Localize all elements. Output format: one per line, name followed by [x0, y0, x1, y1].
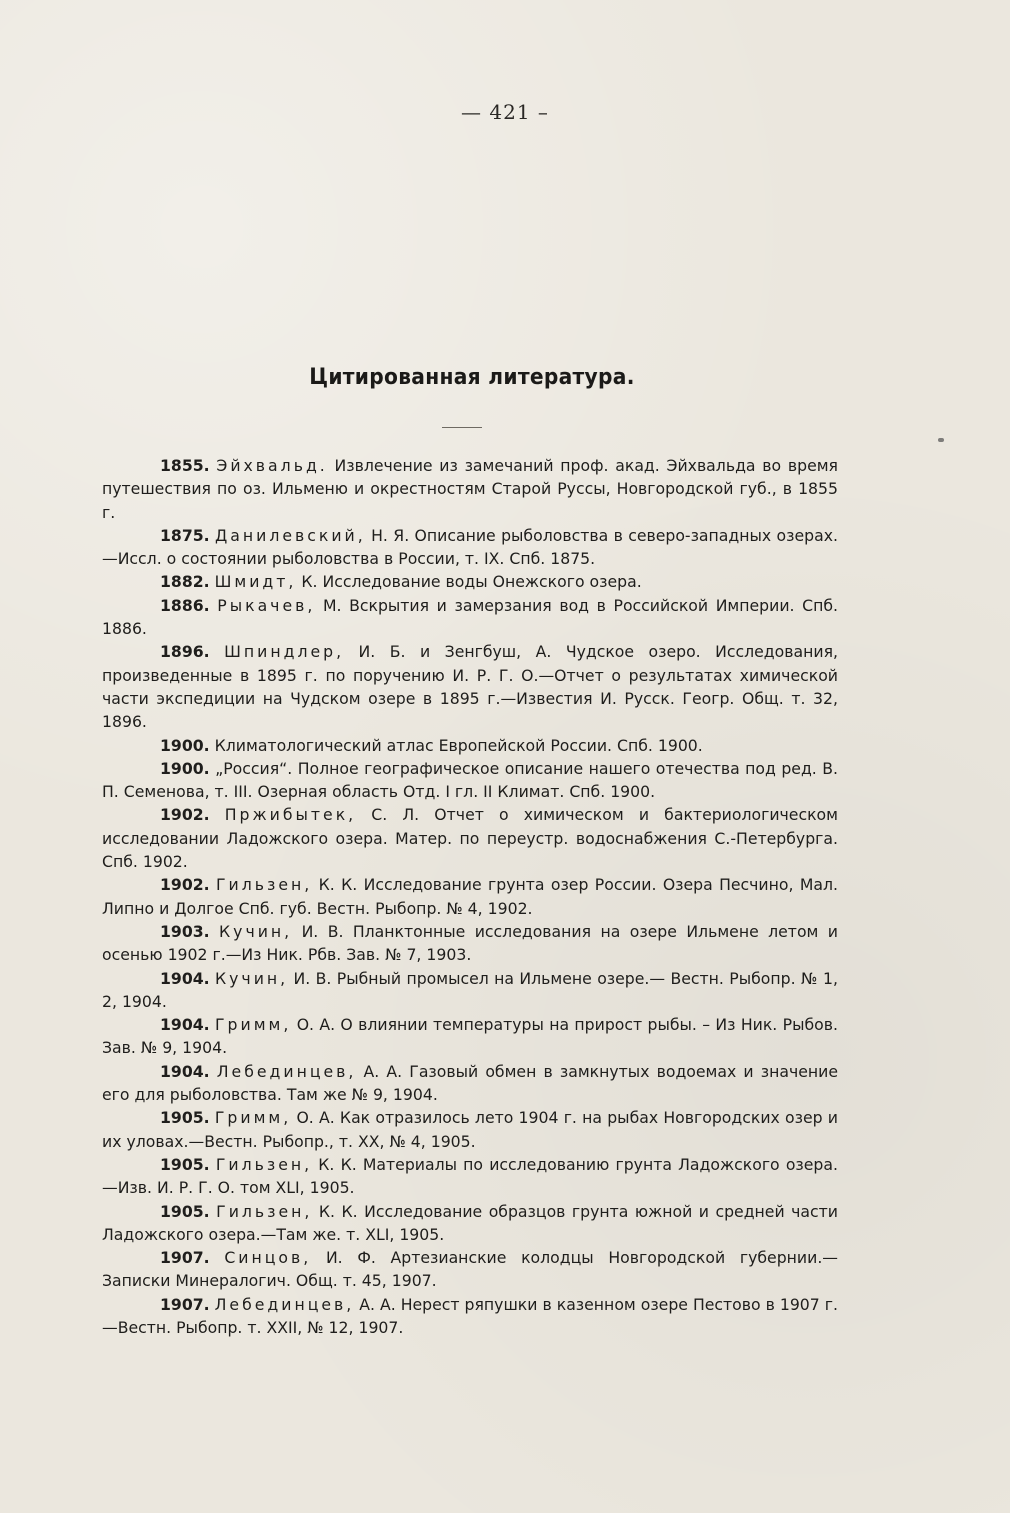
reference-year: 1886.	[160, 595, 210, 615]
ink-speck	[938, 438, 944, 442]
reference-author: Шпиндлер,	[224, 642, 345, 662]
reference-year: 1875.	[160, 525, 210, 545]
reference-author: Кучин,	[215, 968, 289, 988]
reference-author: Гримм,	[214, 1015, 292, 1035]
reference-author: Гримм,	[214, 1108, 292, 1128]
reference-year: 1905.	[160, 1154, 210, 1174]
reference-entry	[102, 803, 838, 873]
reference-entry	[102, 873, 838, 920]
reference-entry	[102, 734, 838, 757]
reference-text: С. Л. Отчет о химическом и бактериологическом исследовании Ладожского озера. Матер. по переустр. водоснабжения С.-Петербурга. Спб. 1902.	[102, 805, 838, 872]
reference-text: К. К. Исследование грунта озер России. Озера Песчино, Мал. Липно и Долгое Спб. губ. Вестн. Рыбопр. № 4, 1902.	[102, 875, 838, 918]
reference-text: Извлечение из замечаний проф. акад. Эйхвальда во время путешествия по оз. Ильменю и окрестностям Старой Руссы, Новгородской губ., в 1855 г.	[102, 456, 838, 522]
reference-text: К. Исследование воды Онежского озера.	[296, 572, 642, 592]
reference-entry	[102, 967, 838, 1014]
reference-year: 1902.	[160, 805, 210, 825]
reference-year: 1904.	[160, 1061, 210, 1081]
reference-entry	[102, 524, 838, 571]
reference-entry	[102, 1246, 838, 1293]
reference-author: Эйхвальд.	[216, 456, 328, 475]
title-underline	[442, 427, 482, 428]
reference-text: К. К. Материалы по исследованию грунта Ладожского озера.—Изв. И. Р. Г. О. том XLI, 1905.	[102, 1154, 838, 1198]
reference-year: 1907.	[160, 1294, 210, 1314]
reference-author: Кучин,	[219, 921, 293, 941]
reference-year: 1896.	[160, 642, 210, 662]
reference-text: А. А. Газовый обмен в замкнутых водоемах и значение его для рыболовства. Там же № 9, 1904.	[102, 1061, 838, 1105]
reference-author: Синцов,	[224, 1248, 312, 1268]
reference-author: Пржибытек,	[224, 805, 357, 825]
reference-author: Гильзен,	[215, 1154, 313, 1174]
reference-year: 1900.	[160, 758, 210, 778]
reference-year: 1903.	[160, 921, 210, 941]
reference-text: О. А. О влиянии температуры на прирост рыбы. – Из Ник. Рыбов. Зав. № 9, 1904.	[102, 1015, 838, 1058]
reference-author: Лебединцев,	[216, 1061, 357, 1081]
reference-text: И. В. Рыбный промысел на Ильмене озере.— Вестн. Рыбопр. № 1, 2, 1904.	[102, 968, 838, 1011]
reference-entry	[102, 570, 838, 593]
reference-entry	[102, 1060, 838, 1107]
reference-year: 1905.	[160, 1201, 210, 1221]
reference-author: Гильзен,	[215, 875, 313, 895]
reference-year: 1904.	[160, 968, 210, 988]
reference-author: Рыкачев,	[217, 595, 316, 615]
reference-year: 1907.	[160, 1248, 210, 1268]
reference-entry	[102, 1013, 838, 1060]
reference-entry	[102, 1200, 838, 1247]
reference-entry	[102, 1106, 838, 1153]
reference-entry	[102, 1153, 838, 1200]
page-number: — 421 –	[461, 100, 549, 124]
reference-entry	[102, 640, 838, 733]
reference-entry	[102, 1293, 838, 1340]
reference-author: Шмидт,	[214, 572, 297, 592]
reference-author: Данилевский,	[215, 525, 366, 545]
reference-text: А. А. Нерест ряпушки в казенном озере Пестово в 1907 г.—Вестн. Рыбопр. т. XXII, № 12, 1907.	[102, 1294, 838, 1337]
reference-year: 1855.	[160, 456, 210, 475]
reference-entry	[102, 920, 838, 967]
reference-text: И. Б. и Зенгбуш, А. Чудское озеро. Исследования, произведенные в 1895 г. по поручению И. Р. Г. О.—Отчет о результатах химической части экспедиции на Чудском озере в 1895 г.—Известия И. Русск. Геогр. Общ. т. 32, 1896.	[102, 642, 838, 732]
reference-list	[102, 454, 838, 1339]
reference-entry	[102, 454, 838, 524]
reference-year: 1882.	[160, 572, 210, 592]
reference-text: К. К. Исследование образцов грунта южной и средней части Ладожского озера.—Там же. т. XLI, 1905.	[102, 1201, 838, 1244]
reference-entry	[102, 757, 838, 804]
reference-text: И. Ф. Артезианские колодцы Новгородской губернии.—Записки Минералогич. Общ. т. 45, 1907.	[102, 1248, 838, 1291]
section-title: Цитированная литература.	[309, 365, 635, 390]
reference-text: Н. Я. Описание рыболовства в северо-западных озерах.—Иссл. о состоянии рыболовства в России, т. IX. Спб. 1875.	[102, 525, 838, 569]
reference-text: О. А. Как отразилось лето 1904 г. на рыбах Новгородских озер и их уловах.—Вестн. Рыбопр., т. XX, № 4, 1905.	[102, 1108, 838, 1151]
reference-text: „Россия“. Полное географическое описание нашего отечества под ред. В. П. Семенова, т. III. Озерная область Отд. I гл. II Климат. Спб. 1900.	[102, 758, 838, 802]
reference-year: 1904.	[160, 1015, 210, 1035]
reference-year: 1905.	[160, 1108, 210, 1128]
reference-text: И. В. Планктонные исследования на озере Ильмене летом и осенью 1902 г.—Из Ник. Рбв. Зав. № 7, 1903.	[102, 921, 838, 965]
reference-year: 1900.	[160, 735, 210, 755]
reference-year: 1902.	[160, 875, 210, 895]
reference-author: Лебединцев,	[214, 1294, 355, 1314]
reference-author: Гильзен,	[216, 1201, 313, 1221]
reference-text: М. Вскрытия и замерзания вод в Российской Империи. Спб. 1886.	[102, 595, 838, 639]
reference-text: Климатологический атлас Европейской России. Спб. 1900.	[214, 735, 703, 755]
reference-entry	[102, 594, 838, 641]
